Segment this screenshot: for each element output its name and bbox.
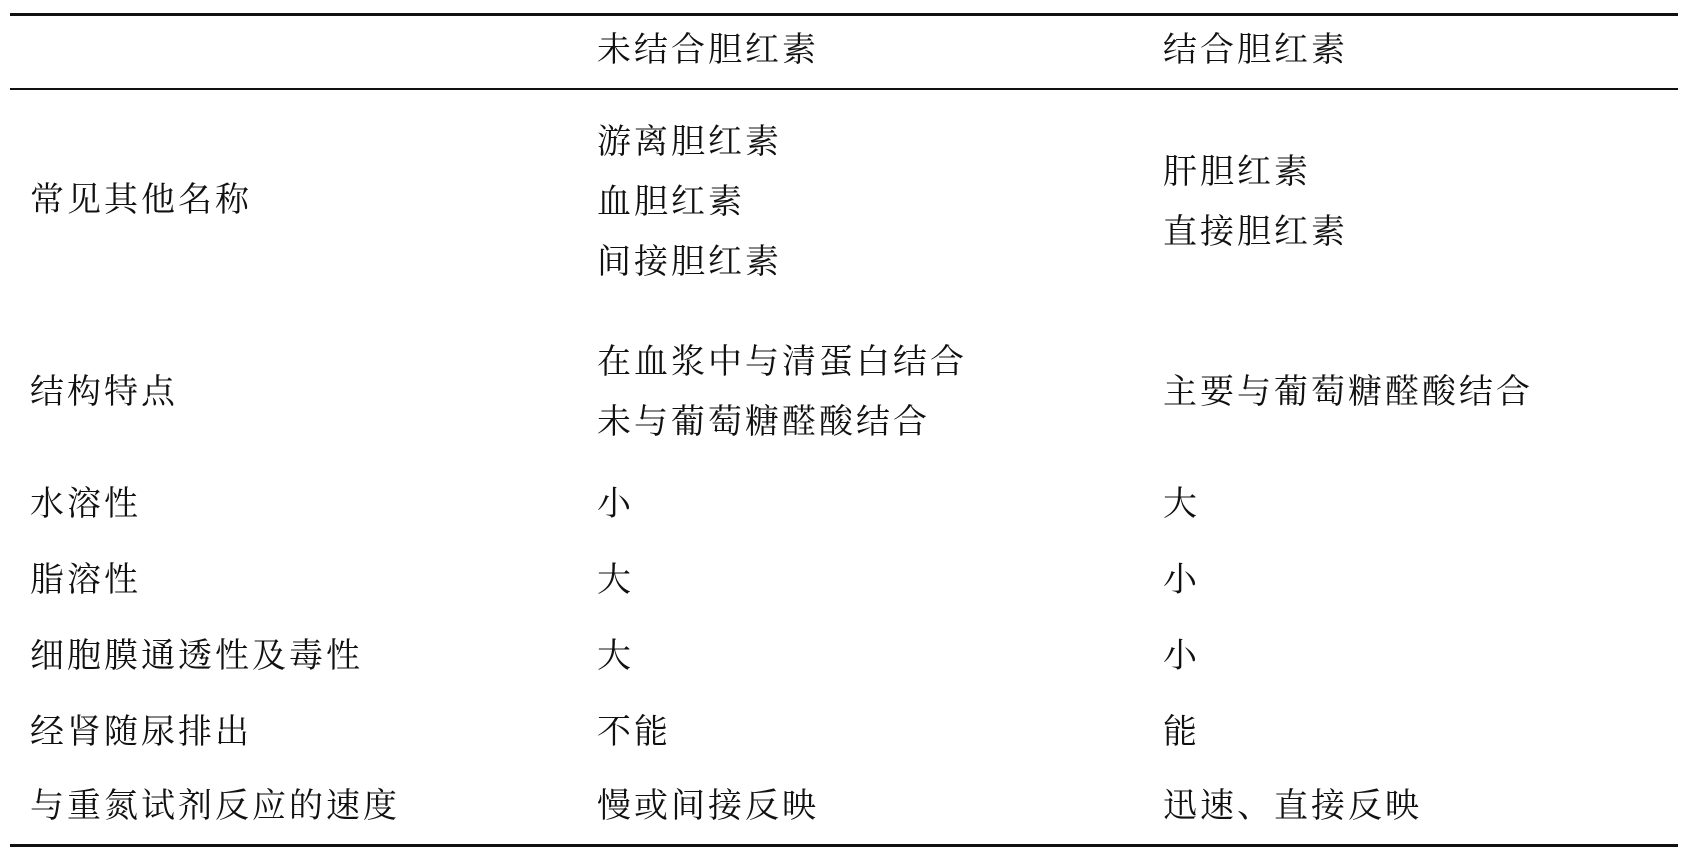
header-conjugated: 结合胆红素 xyxy=(1163,30,1348,70)
row-label-permeability-toxicity: 细胞膜通透性及毒性 xyxy=(30,636,363,676)
cell-unconjugated-lipid-solubility: 大 xyxy=(597,560,634,600)
table-header-rule xyxy=(10,88,1678,90)
row-label-lipid-solubility: 脂溶性 xyxy=(30,560,141,600)
cell-conjugated-renal-excretion: 能 xyxy=(1163,712,1200,752)
row-label-other-names: 常见其他名称 xyxy=(30,180,252,220)
cell-line: 血胆红素 xyxy=(597,182,745,222)
table-top-rule xyxy=(10,13,1678,16)
row-label-renal-excretion: 经肾随尿排出 xyxy=(30,712,252,752)
cell-unconjugated-diazo-reaction: 慢或间接反映 xyxy=(597,786,819,826)
cell-conjugated-lipid-solubility: 小 xyxy=(1163,560,1200,600)
cell-conjugated-diazo-reaction: 迅速、直接反映 xyxy=(1163,786,1422,826)
cell-unconjugated-permeability-toxicity: 大 xyxy=(597,636,634,676)
cell-line: 在血浆中与清蛋白结合 xyxy=(597,342,967,382)
row-label-diazo-reaction: 与重氮试剂反应的速度 xyxy=(30,786,400,826)
row-label-water-solubility: 水溶性 xyxy=(30,484,141,524)
header-unconjugated: 未结合胆红素 xyxy=(597,30,819,70)
cell-unconjugated-structure xyxy=(597,332,967,452)
cell-conjugated-structure xyxy=(1163,362,1533,422)
cell-line: 间接胆红素 xyxy=(597,242,782,282)
cell-conjugated-permeability-toxicity: 小 xyxy=(1163,636,1200,676)
cell-line: 直接胆红素 xyxy=(1163,212,1348,252)
cell-unconjugated-water-solubility: 小 xyxy=(597,484,634,524)
cell-conjugated-other-names xyxy=(1163,142,1348,262)
cell-line: 游离胆红素 xyxy=(597,122,782,162)
cell-unconjugated-renal-excretion: 不能 xyxy=(597,712,671,752)
cell-line: 主要与葡萄糖醛酸结合 xyxy=(1163,372,1533,412)
cell-line: 未与葡萄糖醛酸结合 xyxy=(597,402,930,442)
cell-conjugated-water-solubility: 大 xyxy=(1163,484,1200,524)
cell-line: 肝胆红素 xyxy=(1163,152,1311,192)
cell-unconjugated-other-names xyxy=(597,112,782,292)
row-label-structure: 结构特点 xyxy=(30,372,178,412)
